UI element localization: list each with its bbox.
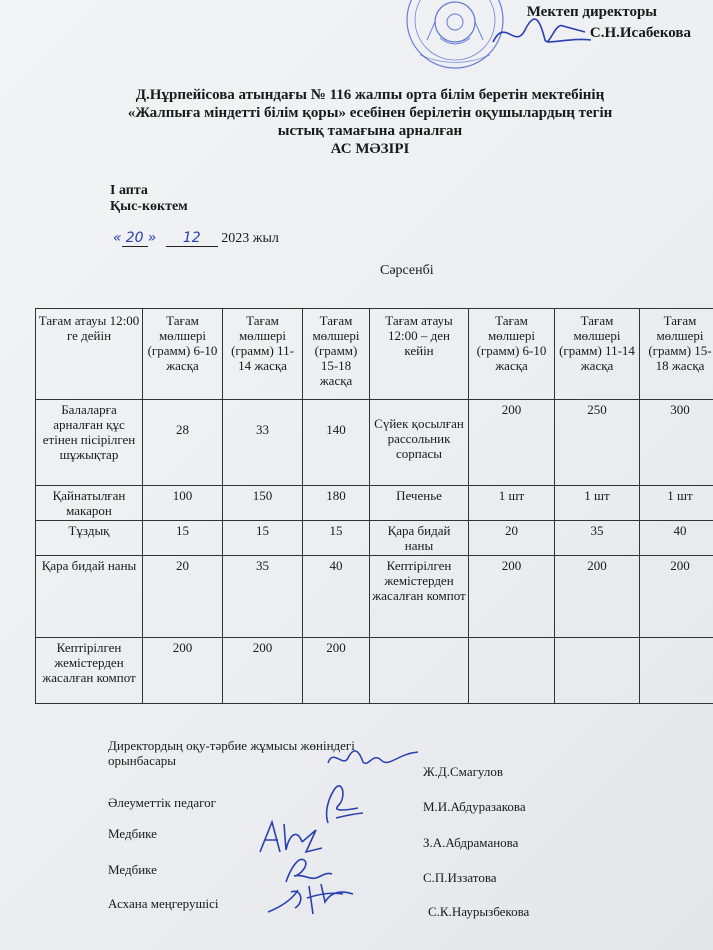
week-label: І апта <box>110 183 148 198</box>
table-cell: Печенье <box>370 486 469 521</box>
table-cell: 15 <box>303 521 370 556</box>
table-row <box>36 638 713 704</box>
table-cell: 35 <box>223 556 303 638</box>
table-cell: Балаларға арналған құс етінен пісірілген шұжықтар <box>36 400 143 486</box>
table-cell: 180 <box>303 486 370 521</box>
signature-name: С.П.Иззатова <box>423 870 497 885</box>
signature-scribble <box>323 738 423 778</box>
date-month: 12 <box>166 230 218 247</box>
header-cell: Тағам мөлшері (грамм) 11-14 жасқа <box>555 309 640 400</box>
heading-line-3: ыстық тамағына арналған <box>277 123 463 139</box>
table-row <box>36 521 713 556</box>
table-cell: Қара бидай наны <box>36 556 143 638</box>
table-row <box>36 400 713 486</box>
date-line <box>113 230 279 247</box>
approval-title: Мектеп директоры <box>526 4 657 20</box>
table-cell: Сүйек қосылған рассольник сорпасы <box>370 400 469 486</box>
signature-name: М.И.Абдуразакова <box>423 799 526 814</box>
table-cell: 1 шт <box>640 486 713 521</box>
table-cell: 15 <box>143 521 223 556</box>
table-cell: Қара бидай наны <box>370 521 469 556</box>
season-label: Қыс-көктем <box>110 199 188 214</box>
table-cell: 15 <box>223 521 303 556</box>
header-cell: Тағам мөлшері (грамм) 11-14 жасқа <box>223 309 303 400</box>
table-cell <box>555 638 640 704</box>
table-row <box>36 486 713 521</box>
table-cell: 20 <box>143 556 223 638</box>
table-cell: Кептірілген жемістерден жасалған компот <box>36 638 143 704</box>
signature-name: С.К.Наурызбекова <box>428 904 530 919</box>
header-cell: Тағам атауы 12:00 ге дейін <box>36 309 143 400</box>
table-cell: 200 <box>143 638 223 704</box>
signature-role: Медбике <box>108 862 157 877</box>
table-cell: 1 шт <box>469 486 555 521</box>
day-name: Сәрсенбі <box>380 263 434 278</box>
signature-role: Медбике <box>108 826 157 841</box>
table-cell <box>640 638 713 704</box>
table-cell: 1 шт <box>555 486 640 521</box>
header-cell: Тағам мөлшері (грамм) 15-18 жасқа <box>303 309 370 400</box>
table-cell: 35 <box>555 521 640 556</box>
table-cell <box>469 638 555 704</box>
table-cell: 250 <box>555 400 640 486</box>
table-cell: 40 <box>640 521 713 556</box>
table-cell: 200 <box>469 400 555 486</box>
table-cell: 28 <box>143 400 223 486</box>
signature-name: Ж.Д.Смагулов <box>423 764 503 779</box>
header-cell: Тағам атауы 12:00 – ден кейін <box>370 309 469 400</box>
table-cell: Қайнатылған макарон <box>36 486 143 521</box>
signature-name: З.А.Абдраманова <box>423 835 519 850</box>
date-open-quote: « <box>113 230 122 246</box>
date-close-quote: » <box>147 230 157 246</box>
table-cell: 200 <box>640 556 713 638</box>
date-day: 20 <box>122 230 148 247</box>
table-cell: 200 <box>223 638 303 704</box>
document-heading <box>110 86 630 158</box>
signature-role: Әлеуметтік педагог <box>108 795 216 810</box>
table-cell: 200 <box>303 638 370 704</box>
table-cell: 140 <box>303 400 370 486</box>
heading-line-4: АС МӘЗІРІ <box>330 141 410 157</box>
signature-role: Асхана меңгерушісі <box>108 896 219 911</box>
signature-scribble <box>263 872 358 922</box>
table-cell: 40 <box>303 556 370 638</box>
director-signature <box>485 12 595 52</box>
table-row <box>36 556 713 638</box>
table-cell: Кептірілген жемістерден жасалған компот <box>370 556 469 638</box>
table-cell: 100 <box>143 486 223 521</box>
heading-line-2: «Жалпыға міндетті білім қоры» есебінен берілетін оқушылардың тегін <box>127 105 613 121</box>
menu-table <box>35 308 713 704</box>
heading-line-1: Д.Нұрпейісова атындағы № 116 жалпы орта білім беретін мектебінің <box>135 87 605 103</box>
signature-role: Директордың оқу-тәрбие жұмысы жөніндегі орынбасары <box>108 738 355 768</box>
approval-name: С.Н.Исабекова <box>589 25 691 41</box>
table-cell: Тұздық <box>36 521 143 556</box>
table-cell <box>370 638 469 704</box>
week-info <box>110 183 188 215</box>
header-cell: Тағам мөлшері (грамм) 6-10 жасқа <box>143 309 223 400</box>
table-cell: 200 <box>469 556 555 638</box>
header-cell: Тағам мөлшері (грамм) 6-10 жасқа <box>469 309 555 400</box>
date-year: 2023 жыл <box>221 231 279 246</box>
table-cell: 150 <box>223 486 303 521</box>
table-cell: 200 <box>555 556 640 638</box>
table-cell: 33 <box>223 400 303 486</box>
table-cell: 20 <box>469 521 555 556</box>
header-cell: Тағам мөлшері (грамм) 15-18 жасқа <box>640 309 713 400</box>
table-cell: 300 <box>640 400 713 486</box>
table-header-row <box>36 309 713 400</box>
